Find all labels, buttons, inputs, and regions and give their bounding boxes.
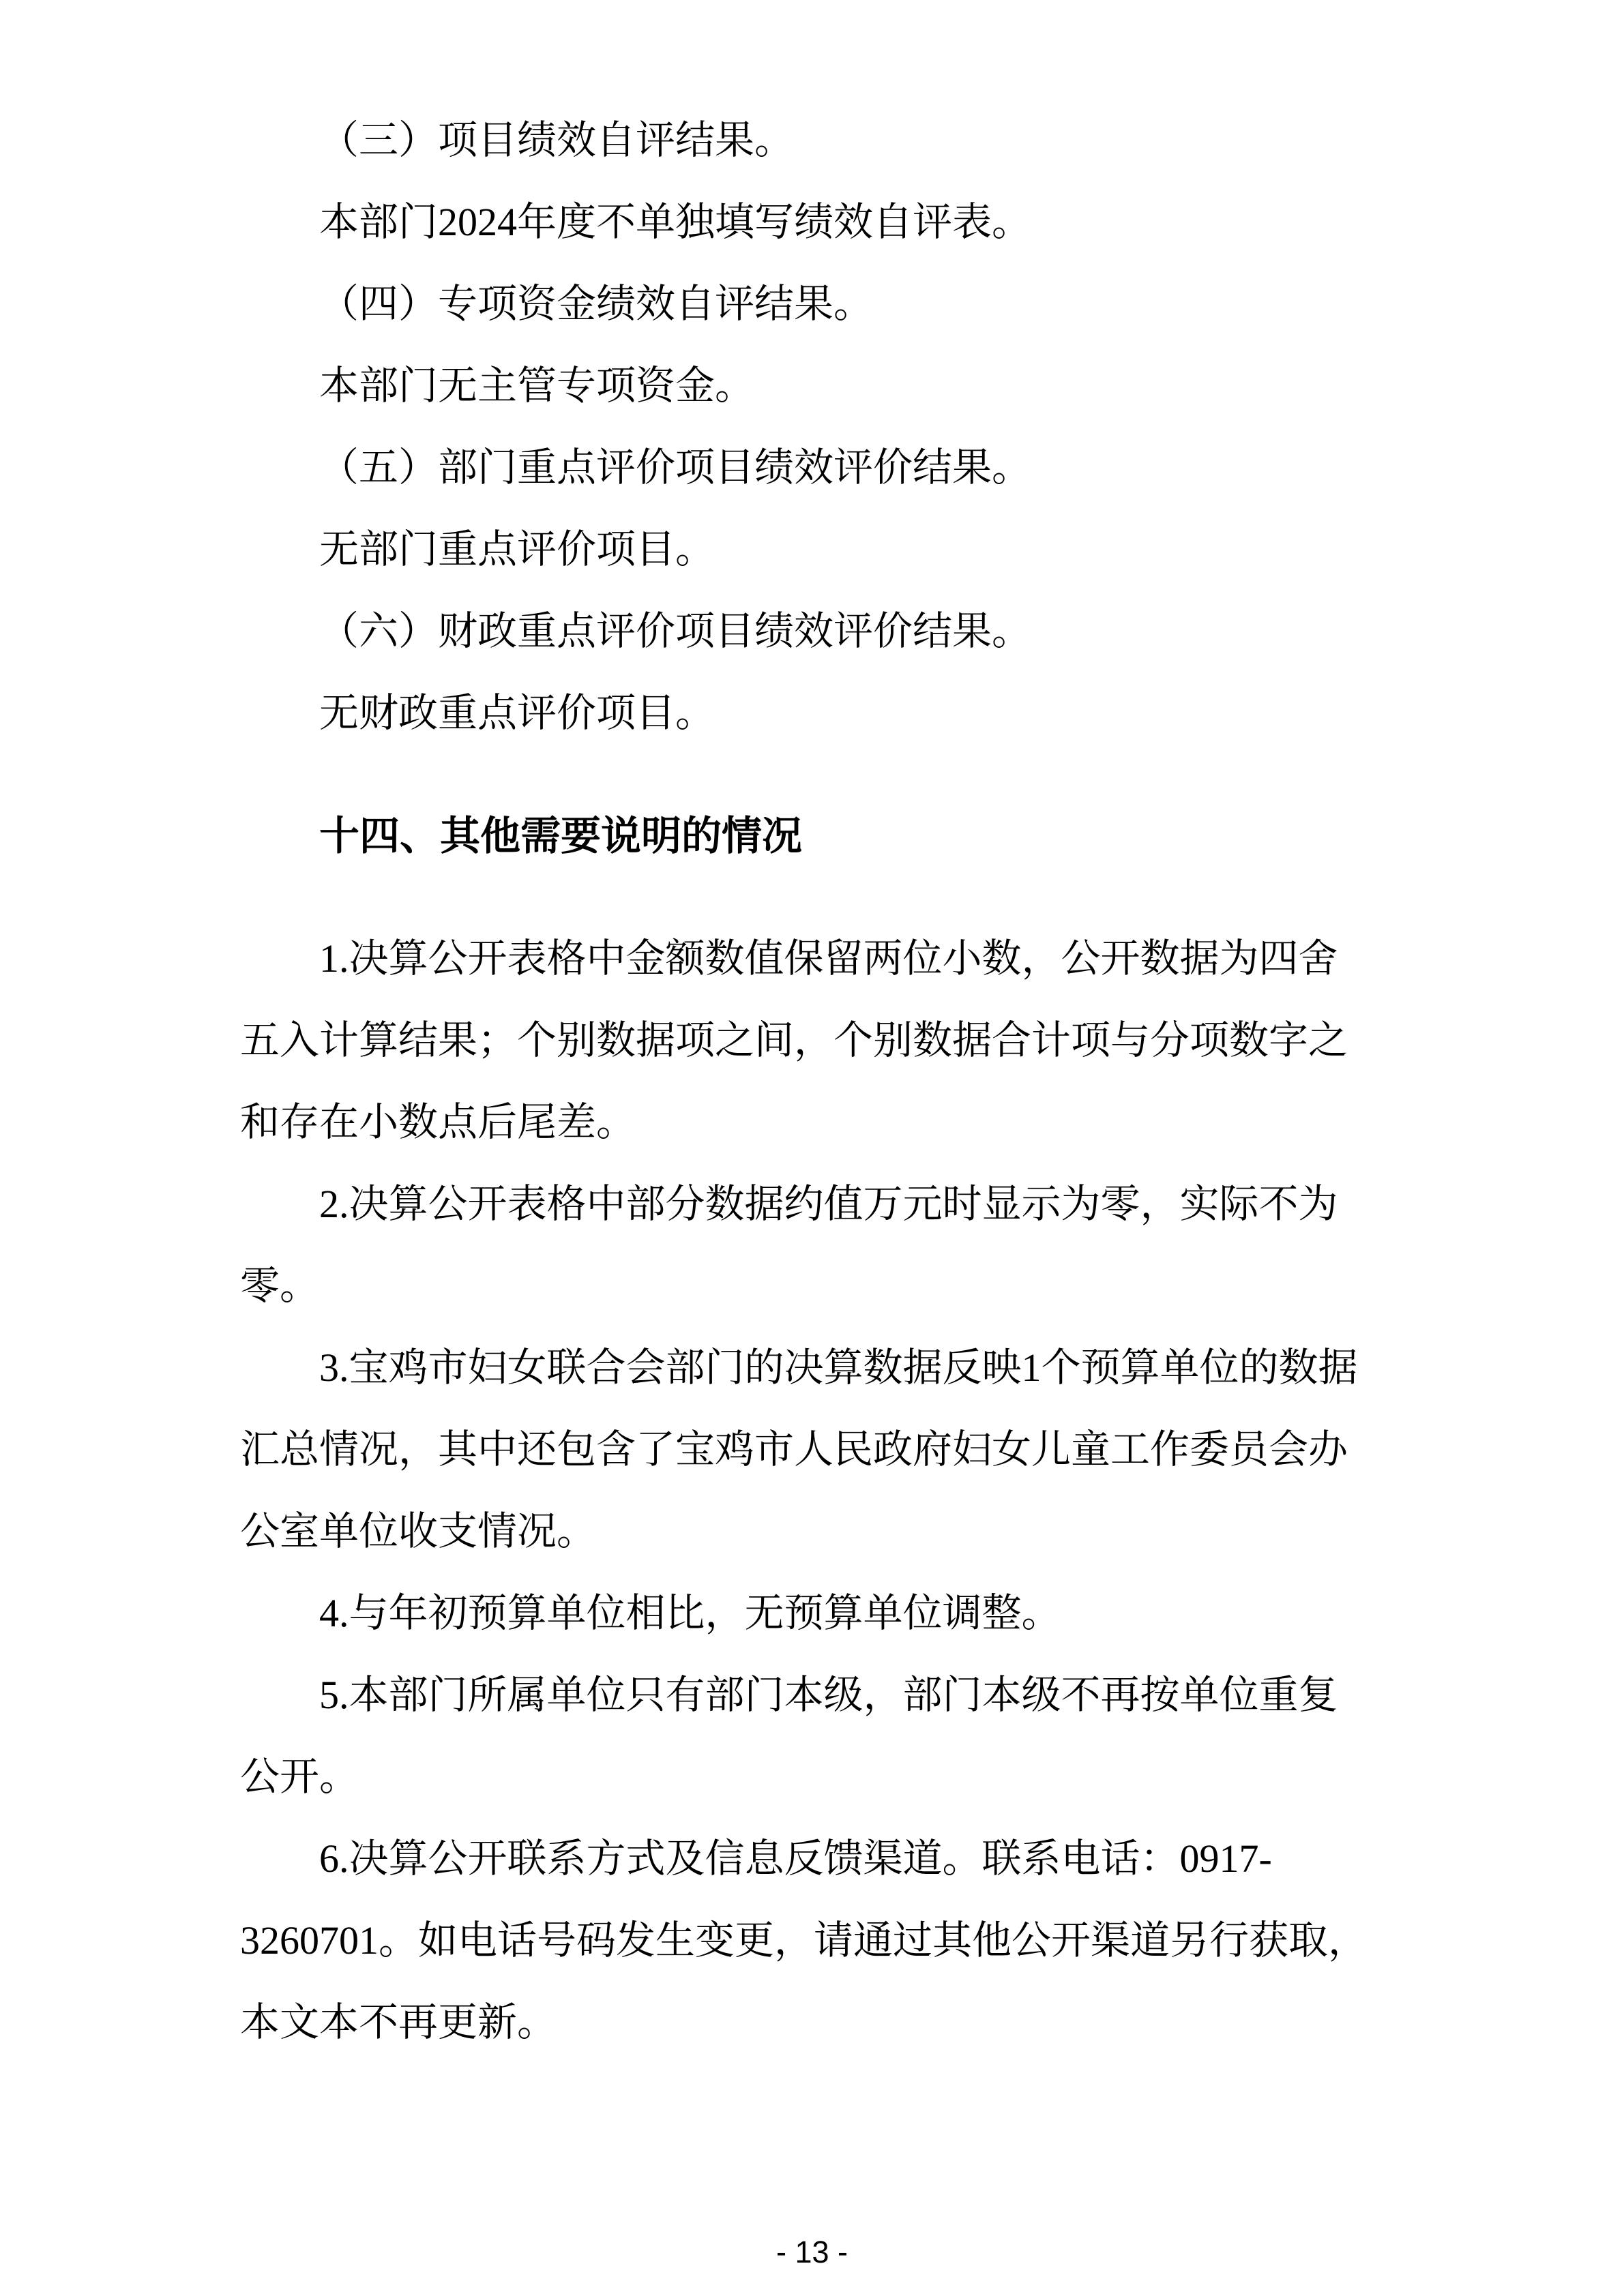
paragraph-line: 公室单位收支情况。 [240,1509,597,1553]
paragraph-line: （五）部门重点评价项目绩效评价结果。 [319,445,1032,490]
paragraph [240,591,1385,672]
paragraph [240,918,1385,1163]
paragraph-line: 5.本部门所属单位只有部门本级，部门本级不再按单位重复 [319,1673,1338,1717]
paragraph-line: 3260701。如电话号码发生变更，请通过其他公开渠道另行获取， [240,1918,1368,1963]
paragraph [240,427,1385,509]
paragraph [240,100,1385,181]
paragraph-line: 1.决算公开表格中金额数值保留两位小数，公开数据为四舍 [319,936,1338,981]
paragraph-line: 零。 [240,1264,320,1308]
paragraph-line: 本部门2024年度不单独填写绩效自评表。 [319,200,1032,244]
paragraph [240,345,1385,427]
paragraph-line: 五入计算结果；个别数据项之间，个别数据合计项与分项数字之 [240,1018,1348,1062]
paragraph [240,1572,1385,1654]
paragraph [240,181,1385,263]
paragraph-line: 公开。 [240,1755,359,1799]
paragraph [240,509,1385,591]
paragraph [240,672,1385,754]
paragraph [240,1163,1385,1327]
paragraph [240,1818,1385,2063]
paragraph [240,1327,1385,1572]
paragraph-line: （三）项目绩效自评结果。 [319,118,795,162]
paragraph-line: 本部门无主管专项资金。 [319,363,755,408]
paragraph-line: 无财政重点评价项目。 [319,691,715,735]
paragraph-line: 6.决算公开联系方式及信息反馈渠道。联系电话：0917- [319,1836,1272,1881]
paragraph-line: （六）财政重点评价项目绩效评价结果。 [319,609,1032,653]
paragraph-line: 2.决算公开表格中部分数据约值万元时显示为零，实际不为 [319,1182,1338,1226]
paragraph-line: （四）专项资金绩效自评结果。 [319,282,874,326]
paragraph-line: 汇总情况，其中还包含了宝鸡市人民政府妇女儿童工作委员会办 [240,1427,1348,1472]
paragraph-line: 无部门重点评价项目。 [319,527,715,571]
paragraph [240,1654,1385,1818]
paragraph-line: 和存在小数点后尾差。 [240,1100,636,1144]
paragraph-line: 4.与年初预算单位相比，无预算单位调整。 [319,1591,1061,1635]
section-heading [240,795,1385,877]
paragraph-line: 本文本不再更新。 [240,2000,557,2044]
page-number: - 13 - [776,2235,848,2269]
document-body [240,100,1385,2063]
section-heading-text: 十四、其他需要说明的情况 [319,814,803,859]
paragraph [240,263,1385,345]
paragraph-line: 3.宝鸡市妇女联合会部门的决算数据反映1个预算单位的数据 [319,1345,1358,1390]
